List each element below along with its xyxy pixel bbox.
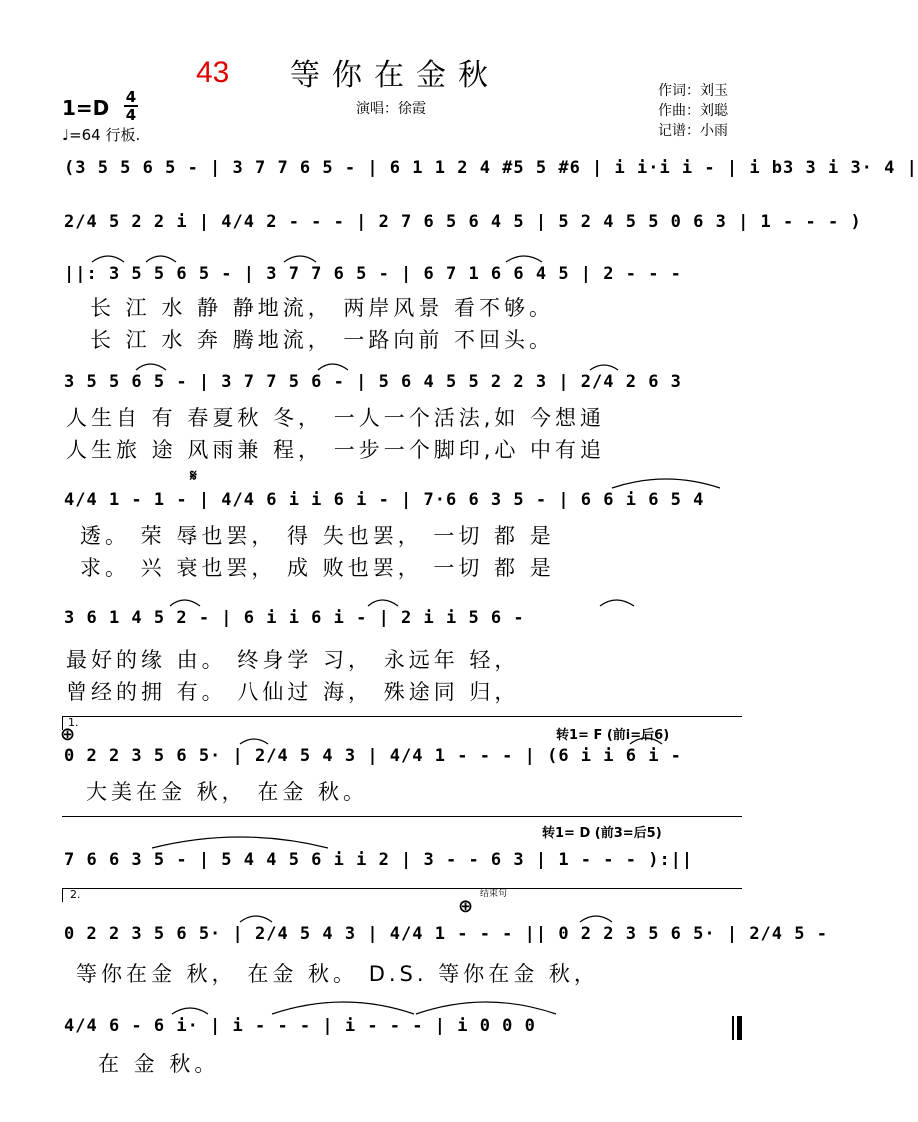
slur (284, 256, 316, 262)
slur (172, 1008, 208, 1014)
notation-row-4: 3 5 5 6 5 - | 3 7 7 5 6 - | 5 6 4 5 5 2 2 3 | 2/4 2 6 3 (64, 372, 682, 392)
volta-2-label: 2. (70, 888, 81, 901)
slur (318, 364, 348, 370)
modulation-to-d: 转1= D (前3=后5) (542, 826, 662, 841)
time-sig-top: 4 (125, 88, 137, 106)
composer-credit: 作曲：刘聪 (658, 103, 728, 119)
lyric-row-4-verse-2: 人生旅 途 风雨兼 程， 一步一个脚印,心 中有追 (66, 438, 606, 462)
slur (92, 256, 124, 262)
tempo-marking: ♩=64 行板. (62, 126, 141, 144)
notation-row-1: (3 5 5 6 5 - | 3 7 7 6 5 - | 6 1 1 2 4 #5 5 #6 | i i·i i - | i b3 3 i 3· 4 | (64, 158, 918, 178)
slur (152, 837, 328, 848)
slur (136, 364, 166, 370)
ending-label: 结束句 (480, 889, 508, 899)
volta-2-bracket (62, 888, 742, 889)
volta-1-label: 1. (68, 716, 79, 729)
page-number: 43 (196, 56, 230, 89)
slur (368, 600, 398, 606)
slur (580, 916, 612, 922)
slur (590, 365, 618, 370)
lyric-row-6-verse-1: 最好的缘 由。 终身学 习， 永远年 轻， (66, 648, 520, 672)
lyric-row-9: 等你在金 秋， 在金 秋。 D.S. 等你在金 秋， (76, 962, 599, 986)
lyric-row-10: 在 金 秋。 (98, 1052, 220, 1076)
key-signature: 1=D (62, 96, 110, 120)
time-sig-bottom: 4 (125, 106, 137, 124)
lyric-row-5-verse-2: 求。 兴 衰也罢， 成 败也罢， 一切 都 是 (80, 556, 555, 580)
slur (612, 479, 720, 488)
lyric-row-3-verse-1: 长 江 水 静 静地流， 两岸风景 看不够。 (90, 296, 555, 320)
notation-row-8: 7 6 6 3 5 - | 5 4 4 5 6 i i 2 | 3 - - 6 3 | 1 - - - ):|| (64, 850, 694, 870)
notation-row-6: 3 6 1 4 5 2 - | 6 i i 6 i - | 2 i i 5 6 - (64, 608, 525, 628)
coda-sign: ⊕ (60, 724, 76, 745)
notation-row-10: 4/4 6 - 6 i· | i - - - | i - - - | i 0 0 0 (64, 1016, 536, 1036)
lyric-row-6-verse-2: 曾经的拥 有。 八仙过 海， 殊途同 归， (66, 680, 520, 704)
notation-row-5: 4/4 1 - 1 - | 4/4 6 i i 6 i - | 7·6 6 3 5 - | 6 6 i 6 5 4 (64, 490, 705, 510)
coda-sign-2: ⊕ (458, 896, 474, 917)
volta-1-bracket (62, 716, 742, 717)
slur (600, 600, 634, 606)
notation-row-7: 0 2 2 3 5 6 5· | 2/4 5 4 3 | 4/4 1 - - - | (6 i i 6 i - (64, 746, 682, 766)
lyric-row-3-verse-2: 长 江 水 奔 腾地流， 一路向前 不回头。 (90, 328, 555, 352)
slur (416, 1002, 556, 1014)
continuation-line (62, 816, 742, 817)
transcriber-credit: 记谱：小雨 (658, 123, 728, 139)
song-title: 等你在金秋 (290, 58, 500, 93)
singer-credit: 演唱：徐霞 (356, 101, 426, 117)
notation-row-9: 0 2 2 3 5 6 5· | 2/4 5 4 3 | 4/4 1 - - - || 0 2 2 3 5 6 5· | 2/4 5 - (64, 924, 828, 944)
lyric-row-7: 大美在金 秋， 在金 秋。 (86, 780, 369, 804)
time-signature (124, 89, 138, 123)
notation-row-3: ||: 3 5 5 6 5 - | 3 7 7 6 5 - | 6 7 1 6 6 4 5 | 2 - - - (64, 264, 682, 284)
lyric-row-4-verse-1: 人生自 有 春夏秋 冬， 一人一个活法,如 今想通 (66, 406, 606, 430)
slur (240, 916, 272, 922)
lyricist-credit: 作词：刘玉 (658, 83, 728, 99)
segno-sign: 𝄋 (190, 466, 197, 485)
modulation-to-f: 转1= F (前i=后6) (556, 728, 670, 743)
volta-2-bracket-edge (62, 888, 63, 902)
lyric-row-5-verse-1: 透。 荣 辱也罢， 得 失也罢， 一切 都 是 (80, 524, 555, 548)
slur (240, 739, 268, 744)
slur (506, 256, 542, 262)
slur (146, 256, 176, 262)
slur (272, 1002, 414, 1014)
slur (170, 600, 200, 606)
notation-row-2: 2/4 5 2 2 i | 4/4 2 - - - | 2 7 6 5 6 4 5 | 5 2 4 5 5 0 6 3 | 1 - - - ) (64, 212, 862, 232)
